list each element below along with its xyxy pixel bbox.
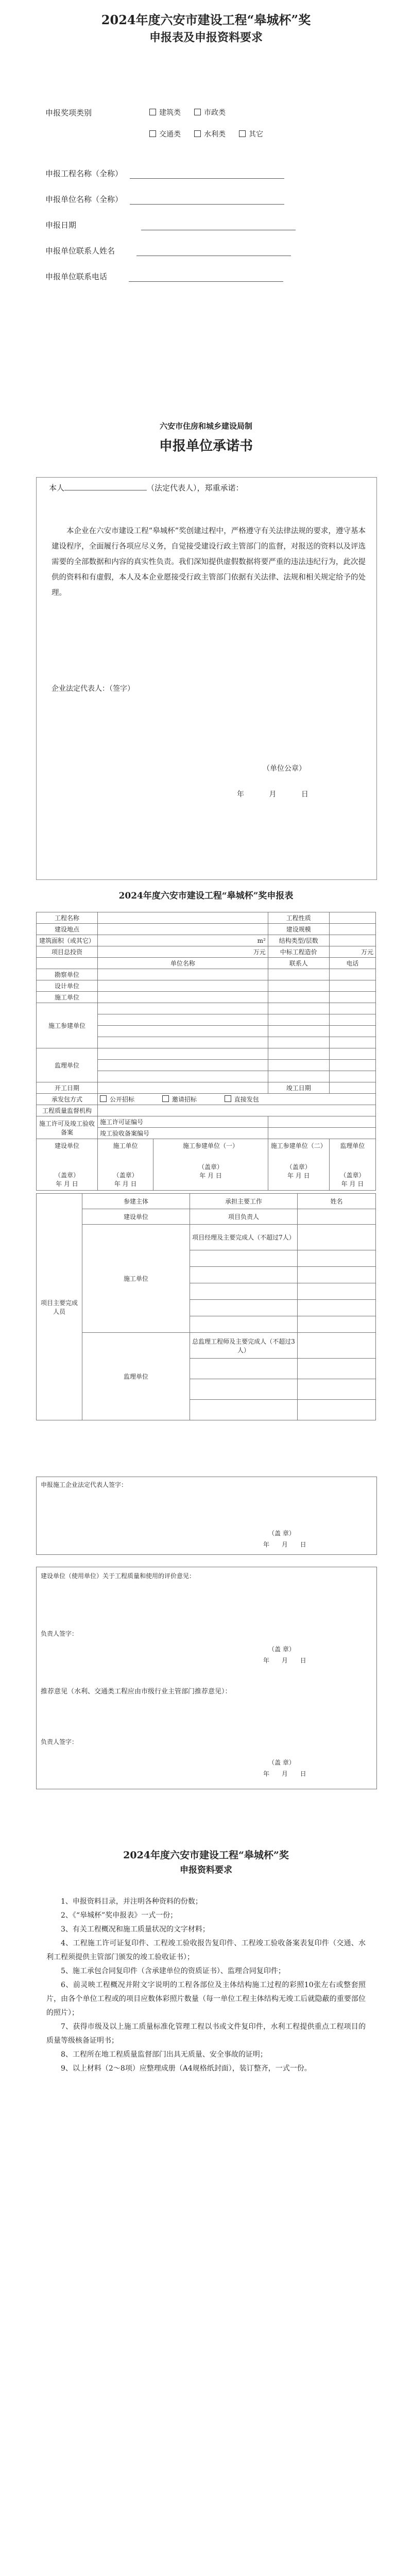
category-options bbox=[149, 107, 263, 150]
promise-paragraph: 本企业在六安市建设工程“皋城杯”奖创建过程中，严格遵守有关法律法规的要求，遵守基本建设程序，全面履行各项应尽义务，自觉接受建设行政主管部门的监督，对报送的资料以及评选需要的全部数据和内容的真实性负责。我们深知提供虚假数据将要严重的违法违纪行为，此次提供的资料和有虚假，本人及本企业愿接受行政主管部门依据有关法律、法规和相关规定给予的处理。 bbox=[52, 527, 366, 597]
option-water[interactable]: 水利类 bbox=[194, 129, 226, 139]
method-open[interactable]: 公开招标 bbox=[100, 1096, 134, 1103]
method-invite[interactable]: 邀请招标 bbox=[162, 1096, 197, 1103]
label-project-name: 工程名称 bbox=[37, 912, 98, 924]
role-subcontractor: 施工参建单位 bbox=[37, 1003, 98, 1048]
label-permit-no: 施工许可证编号 bbox=[98, 1116, 268, 1128]
cover-section bbox=[0, 0, 412, 403]
cover-title: 2024年度六安市建设工程“皋城杯”奖 bbox=[101, 12, 311, 27]
date-input[interactable] bbox=[141, 222, 296, 230]
role-construction: 施工单位 bbox=[37, 992, 98, 1003]
label-total-invest: 项目总投资 bbox=[37, 946, 98, 958]
role-design: 设计单位 bbox=[37, 980, 98, 992]
contract-method-options bbox=[98, 1094, 376, 1105]
field-contact-phone: 申报单位联系电话 bbox=[45, 271, 283, 282]
req-item: 2、《“皋城杯”奖申报表》一式一份； bbox=[61, 1911, 178, 1920]
col-contact: 联系人 bbox=[268, 958, 329, 969]
field-contact-name: 申报单位联系人姓名 bbox=[45, 245, 291, 256]
role-supervisor: 监理单位 bbox=[37, 1048, 98, 1082]
unit-name-input[interactable] bbox=[130, 196, 284, 205]
checkbox-icon[interactable] bbox=[100, 1095, 107, 1102]
contact-phone-input[interactable] bbox=[129, 273, 283, 282]
promise-section bbox=[0, 420, 412, 884]
req-item: 9、以上材料（2～8项）应整理成册（A4规格纸封面），装订整齐，一式一份。 bbox=[61, 2064, 312, 2073]
promise-header: 本人 （法定代表人），郑重承诺： bbox=[49, 483, 244, 493]
build-opinion-box[interactable]: 建设单位（使用单位）关于工程质量和使用的评价意见： 负责人签字： （盖 章） 年 月 日 推荐意见（水利、交通类工程应由市级行业主管部门推荐意见）： 负责人签字： （盖 章） 年 月 日 bbox=[36, 1567, 377, 1789]
promise-org: 六安市住房和城乡建设局制 bbox=[159, 421, 252, 431]
label-finish-date: 竣工日期 bbox=[268, 1082, 329, 1094]
work-pm: 项目负责人 bbox=[190, 1209, 298, 1225]
col-party: 参建主体 bbox=[82, 1194, 190, 1209]
col-sub-unit-1: 施工参建单位（一） （盖章） 年 月 日 bbox=[153, 1139, 268, 1191]
label-area: 建筑面积（或其它） bbox=[37, 935, 98, 946]
input-total-invest[interactable]: 万元 bbox=[98, 946, 268, 958]
field-project-name: 申报工程名称（全称） bbox=[45, 168, 284, 179]
col-supervisor-unit: 监理单位 （盖章） 年 月 日 bbox=[329, 1139, 375, 1191]
requirements-section bbox=[0, 1837, 412, 2352]
label-accept-no: 竣工验收备案编号 bbox=[98, 1128, 268, 1139]
input-location[interactable] bbox=[98, 924, 268, 935]
input-contract-price[interactable]: 万元 bbox=[329, 946, 375, 958]
category-label: 申报奖项类别 bbox=[45, 108, 92, 117]
req-title: 2024年度六安市建设工程“皋城杯”奖 bbox=[123, 1850, 289, 1861]
checkbox-icon[interactable] bbox=[194, 130, 201, 137]
checkbox-icon[interactable] bbox=[225, 1095, 231, 1102]
role-survey: 勘察单位 bbox=[37, 969, 98, 980]
option-other[interactable]: 其它 bbox=[239, 129, 263, 139]
req-item: 4、工程施工许可证复印件、工程竣工验收报告复印件、工程竣工验收备案表复印件（交通、水利工程须提供主管部门颁发的竣工验收证书）； bbox=[46, 1939, 366, 1961]
req-item: 7、获得市级及以上施工质量标准化管理工程以书或文件复印件，水利工程提供重点工程项目的质量等级核备证明书； bbox=[46, 2023, 366, 2045]
declaration-table bbox=[36, 912, 376, 1191]
method-direct[interactable]: 直接发包 bbox=[225, 1096, 259, 1103]
input-finish-date[interactable] bbox=[329, 1082, 375, 1094]
promise-date: 年 月 日 bbox=[237, 790, 308, 799]
col-unit-name: 单位名称 bbox=[98, 958, 268, 969]
req-item: 3、有关工程概况和施工质量状况的文字材料； bbox=[61, 1925, 210, 1934]
col-sub-unit-2: 施工参建单位（二） （盖章） 年 月 日 bbox=[268, 1139, 329, 1191]
form-title: 2024年度六安市建设工程“皋城杯”奖申报表 bbox=[118, 891, 294, 901]
project-name-input[interactable] bbox=[130, 170, 284, 179]
label-contract-price: 中标工程造价 bbox=[268, 946, 329, 958]
label-scale: 建设规模 bbox=[268, 924, 329, 935]
input-project-name[interactable] bbox=[98, 912, 268, 924]
legal-rep-input[interactable] bbox=[64, 483, 147, 490]
checkbox-icon[interactable] bbox=[149, 130, 156, 137]
checkbox-icon[interactable] bbox=[239, 130, 246, 137]
label-permit: 施工许可及竣工验收备案 bbox=[37, 1116, 98, 1139]
work-chief: 总监理工程师及主要完成人（不超过3人） bbox=[190, 1333, 298, 1359]
label-contract-method: 承发包方式 bbox=[37, 1094, 98, 1105]
contact-name-input[interactable] bbox=[136, 247, 291, 256]
label-location: 建设地点 bbox=[37, 924, 98, 935]
option-building[interactable]: 建筑类 bbox=[149, 107, 181, 117]
subcontract-opinion-box[interactable]: 申报施工企业法定代表人签字： （盖 章） 年 月 日 bbox=[36, 1477, 377, 1555]
checkbox-icon[interactable] bbox=[162, 1095, 169, 1102]
input-scale[interactable] bbox=[329, 924, 375, 935]
promise-seal: （单位公章） bbox=[263, 765, 306, 773]
label-start-date: 开工日期 bbox=[37, 1082, 98, 1094]
req-item: 5、施工承包合同复印件（含承建单位的资质证书）、监理合同复印件； bbox=[61, 1967, 285, 1975]
req-item: 8、工程所在地工程质量监督部门出具无质量、安全事故的证明； bbox=[61, 2050, 267, 2059]
col-work: 承担主要工作 bbox=[190, 1194, 298, 1209]
work-key-members: 项目经理及主要完成人（不超过7人） bbox=[190, 1225, 298, 1250]
input-permit-no[interactable] bbox=[268, 1116, 375, 1128]
req-item: 6、前灵映工程概况并附文字说明的工程各部位及主体结构施工过程的彩照10张左右或整套照片，由各个单位工程或的项目应数体彩照片数量（每一单位工程主体结构无竣工后就隐蔽的重要部位的照片）； bbox=[46, 1981, 366, 2017]
input-project-type[interactable] bbox=[329, 912, 375, 924]
label-project-type: 工程性质 bbox=[268, 912, 329, 924]
option-municipal[interactable]: 市政类 bbox=[194, 107, 226, 117]
checkbox-icon[interactable] bbox=[194, 109, 201, 115]
col-person: 姓名 bbox=[298, 1194, 376, 1209]
cover-subtitle: 申报表及申报资料要求 bbox=[149, 31, 263, 44]
req-subtitle: 申报资料要求 bbox=[180, 1865, 232, 1875]
requirements-list bbox=[46, 1895, 366, 2076]
party-construction: 施工单位 bbox=[82, 1225, 190, 1333]
promise-title: 申报单位承诺书 bbox=[159, 438, 253, 454]
promise-signature: 企业法定代表人：（签字） bbox=[52, 685, 134, 693]
staff-table bbox=[36, 1193, 376, 1420]
form-section bbox=[0, 884, 412, 1837]
input-supervision-org[interactable] bbox=[98, 1105, 376, 1116]
label-supervision-org: 工程质量监督机构 bbox=[37, 1105, 98, 1116]
col-construction-unit: 施工单位 （盖章） 年 月 日 bbox=[98, 1139, 153, 1191]
field-date: 申报日期 bbox=[45, 219, 296, 230]
input-structure[interactable] bbox=[329, 935, 375, 946]
col-build-unit: 建设单位 （盖章） 年 月 日 bbox=[37, 1139, 98, 1191]
input-start-date[interactable] bbox=[98, 1082, 268, 1094]
input-accept-no[interactable] bbox=[268, 1128, 375, 1139]
option-traffic[interactable]: 交通类 bbox=[149, 129, 181, 139]
party-supervisor: 监理单位 bbox=[82, 1333, 190, 1420]
input-area[interactable]: m² bbox=[98, 935, 268, 946]
checkbox-icon[interactable] bbox=[149, 109, 156, 115]
req-item: 1、申报资料目录，并注明各种资料的份数； bbox=[61, 1897, 202, 1906]
staff-section-label: 项目主要完成人员 bbox=[37, 1194, 82, 1420]
party-build: 建设单位 bbox=[82, 1209, 190, 1225]
label-structure: 结构类型/层数 bbox=[268, 935, 329, 946]
field-unit-name: 申报单位名称（全称） bbox=[45, 194, 284, 205]
col-phone: 电话 bbox=[329, 958, 375, 969]
